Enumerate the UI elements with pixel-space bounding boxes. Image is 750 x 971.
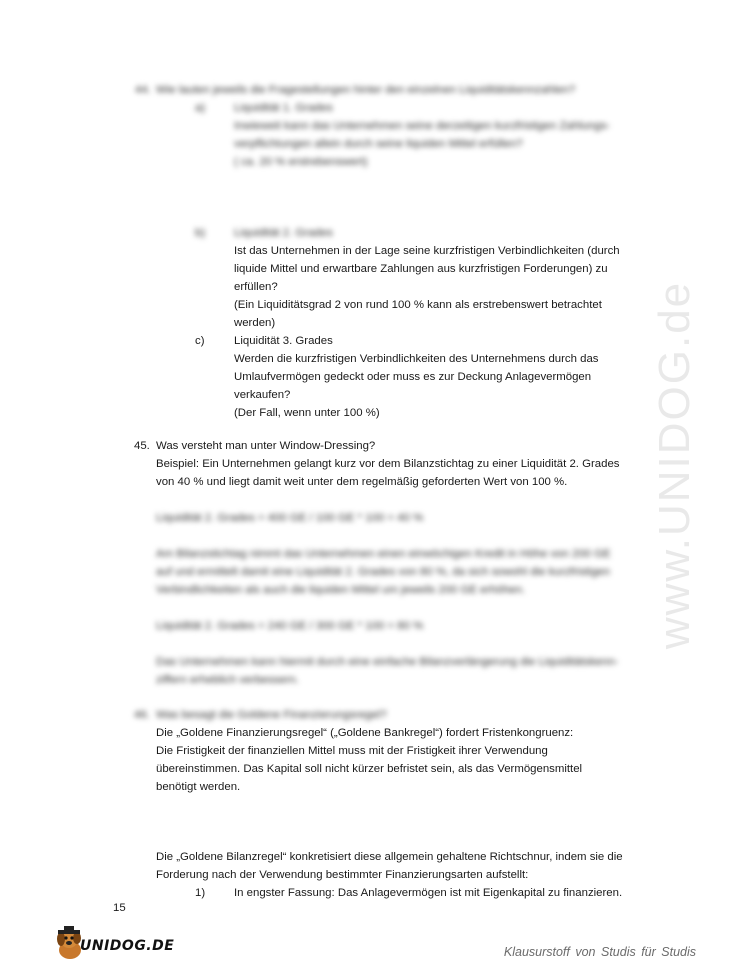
q45-conclusion-1: Das Unternehmen kann hiermit durch eine einfache Bilanzverlängerung die Liquiditätskenn- xyxy=(156,656,619,668)
q45-paragraph-2: auf und ermittelt damit eine Liquidität 2. Grades von 80 %, da sich sowohl die kurzfristigen xyxy=(156,566,610,578)
q45-question: Was versteht man unter Window-Dressing? xyxy=(156,440,376,452)
q46-answer-2: Die Fristigkeit der finanziellen Mittel muss mit der Fristigkeit ihrer Verwendung xyxy=(156,745,548,757)
footer-tagline: Klausurstoff von Studis für Studis xyxy=(503,945,696,959)
q45-number: 45. xyxy=(134,440,150,452)
q44-c-title: Liquidität 3. Grades xyxy=(234,335,333,347)
q44-b-line-5: werden) xyxy=(234,317,276,329)
q44-b-line-4: (Ein Liquiditätsgrad 2 von rund 100 % kann als erstrebenswert betrachtet xyxy=(234,299,602,311)
q44-number: 44. xyxy=(135,84,151,96)
unidog-logo xyxy=(50,924,175,964)
q46-answer-1: Die „Goldene Finanzierungsregel“ („Goldene Bankregel“) fordert Fristenkongruenz: xyxy=(156,727,574,739)
q46-answer-3: übereinstimmen. Das Kapital soll nicht kürzer befristet sein, als das Vermögensmittel xyxy=(156,763,583,775)
q46-item-1-marker: 1) xyxy=(195,887,206,899)
q45-paragraph-3: Verbindlichkeiten als auch die liquiden Mittel um jeweils 200 GE erhöhen. xyxy=(156,584,526,596)
q45-formula-1: Liquidität 2. Grades = 400 GE / 100 GE * 100 = 40 % xyxy=(156,512,424,524)
q44-c-line-4: (Der Fall, wenn unter 100 %) xyxy=(234,407,380,419)
q44-a-line-1: Inwieweit kann das Unternehmen seine derzeitigen kurzfristigen Zahlungs- xyxy=(234,120,611,132)
q44-c-line-1: Werden die kurzfristigen Verbindlichkeiten des Unternehmens durch das xyxy=(234,353,599,365)
q46-bilanzregel-2: Forderung nach der Verwendung bestimmter Finanzierungsarten aufstellt: xyxy=(156,869,529,881)
q45-paragraph-1: Am Bilanzstichtag nimmt das Unternehmen einen einwöchigen Kredit in Höhe von 200 GE xyxy=(156,548,611,560)
q44-a-marker: a) xyxy=(195,102,206,114)
watermark xyxy=(620,250,730,680)
logo-text: UNIDOG.DE xyxy=(80,938,175,954)
watermark-text: www.UNIDOG.de xyxy=(650,280,700,650)
q45-example-1: Beispiel: Ein Unternehmen gelangt kurz vor dem Bilanzstichtag zu einer Liquidität 2. Grades xyxy=(156,458,620,470)
q45-formula-2: Liquidität 2. Grades = 240 GE / 300 GE * 100 = 80 % xyxy=(156,620,424,632)
q44-b-marker: b) xyxy=(195,227,206,239)
q45-conclusion-2: ziffern erheblich verbessern. xyxy=(156,674,299,686)
q44-a-title: Liquidität 1. Grades xyxy=(234,102,333,114)
q44-b-line-2: liquide Mittel und erwartbare Zahlungen aus kurzfristigen Forderungen) zu xyxy=(234,263,608,275)
q44-a-line-3: ( ca. 20 % erstrebenswert) xyxy=(234,156,368,168)
q44-c-line-2: Umlaufvermögen gedeckt oder muss es zur Deckung Anlagevermögen xyxy=(234,371,592,383)
q44-b-line-1: Ist das Unternehmen in der Lage seine kurzfristigen Verbindlichkeiten (durch xyxy=(234,245,620,257)
q44-c-line-3: verkaufen? xyxy=(234,389,291,401)
q45-example-2: von 40 % und liegt damit weit unter dem regelmäßig geforderten Wert von 100 %. xyxy=(156,476,568,488)
q44-question: Wie lauten jeweils die Fragestellungen hinter den einzelnen Liquiditätskennzahlen? xyxy=(156,84,576,96)
q46-answer-4: benötigt werden. xyxy=(156,781,241,793)
q46-number: 46. xyxy=(134,709,150,721)
page-number: 15 xyxy=(113,902,126,914)
q44-b-line-3: erfüllen? xyxy=(234,281,278,293)
q46-bilanzregel-1: Die „Goldene Bilanzregel“ konkretisiert diese allgemein gehaltene Richtschnur, indem sie die xyxy=(156,851,623,863)
q44-c-marker: c) xyxy=(195,335,205,347)
q44-b-title: Liquidität 2. Grades xyxy=(234,227,333,239)
q46-question: Was besagt die Goldene Finanzierungsregel? xyxy=(156,709,387,721)
q46-item-1-text: In engster Fassung: Das Anlagevermögen ist mit Eigenkapital zu finanzieren. xyxy=(234,887,623,899)
q44-a-line-2: verpflichtungen allein durch seine liquiden Mittel erfüllen? xyxy=(234,138,523,150)
